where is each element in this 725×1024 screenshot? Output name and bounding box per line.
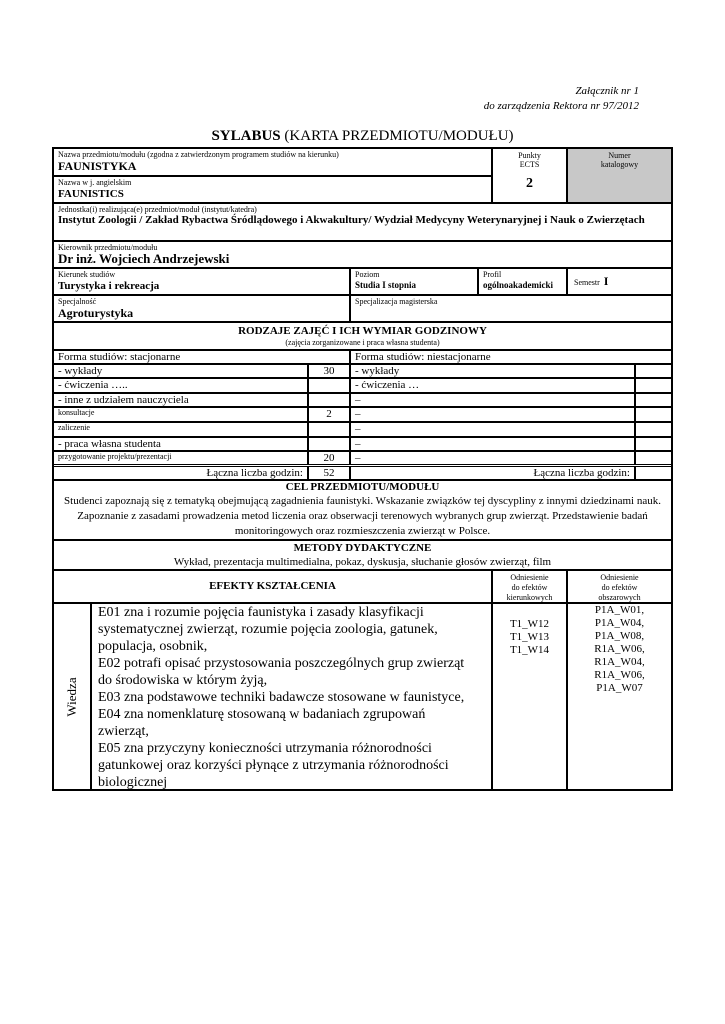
title-bold: SYLABUS bbox=[211, 128, 281, 144]
effects-list-cell bbox=[91, 603, 492, 791]
subject-english-cell bbox=[53, 176, 492, 203]
hours-row-label-stationary: - wykłady bbox=[53, 364, 308, 378]
effect-line: biologicznej bbox=[98, 775, 168, 790]
hours-row-label-stationary: przygotowanie projektu/prezentacji bbox=[53, 451, 308, 465]
head-name: Dr inż. Wojciech Andrzejewski bbox=[58, 251, 230, 266]
goal-text: Studenci zapoznają się z tematyką obejmującą zagadnienia faunistyki. Wskazanie związków tej dyscypliny z innymi dziedzinami nauk. Zapoznanie z zasadami prowadzenia metod liczenia oraz obserwacji terenowych wybranych grup zwierząt. Przedstawienie badań monitoringowych oraz rozmieszczenia zwierząt w Polsce. bbox=[64, 495, 661, 537]
subject-name-label: Nazwa przedmiotu/modułu (zgodna z zatwierdzonym programem studiów na kierunku) bbox=[58, 150, 339, 159]
area-ref: R1A_W06, bbox=[594, 669, 645, 681]
effect-line: systematycznej zwierząt, rozumie pojęcia zoologia, gatunek, bbox=[98, 622, 438, 637]
hours-row-label-stationary: konsultacje bbox=[53, 407, 308, 422]
hours-row-label-stationary: - ćwiczenia ….. bbox=[53, 378, 308, 393]
hours-row-label-nonstationary: - wykłady bbox=[350, 364, 635, 378]
master-cell bbox=[350, 295, 672, 322]
field-value: Turystyka i rekreacja bbox=[58, 280, 160, 292]
ects-label-1: Punkty bbox=[518, 151, 541, 160]
area-cell bbox=[567, 603, 672, 791]
specialty-label: Specjalność bbox=[58, 297, 97, 306]
effect-line: E01 zna i rozumie pojęcia faunistyka i zasady klasyfikacji bbox=[98, 605, 424, 620]
nonstationary-title: Forma studiów: niestacjonarne bbox=[350, 350, 672, 364]
area-ref: P1A_W01, bbox=[594, 604, 645, 616]
catalog-cell bbox=[567, 148, 672, 203]
catalog-label-1: Numer bbox=[608, 151, 631, 160]
total-value-right bbox=[635, 466, 672, 480]
semester-label: Semestr bbox=[574, 278, 600, 287]
hours-row-label-stationary: - praca własna studenta bbox=[53, 437, 308, 451]
area-list bbox=[568, 604, 671, 695]
hours-row-value-stationary: 20 bbox=[308, 451, 350, 465]
methods-cell bbox=[53, 540, 672, 570]
total-value: 52 bbox=[308, 466, 350, 480]
annex-line2: do zarządzenia Rektora nr 97/2012 bbox=[483, 100, 639, 112]
hours-heading-cell bbox=[53, 322, 672, 350]
hours-row-value-nonstationary bbox=[635, 407, 672, 422]
directional-ref: T1_W12 bbox=[509, 618, 550, 630]
hours-row-value-nonstationary bbox=[635, 437, 672, 451]
head-label: Kierownik przedmiotu/modułu bbox=[58, 243, 158, 252]
specialty-value: Agroturystyka bbox=[58, 306, 134, 320]
profile-label: Profil bbox=[483, 270, 502, 279]
hours-row-label-nonstationary: – bbox=[350, 393, 635, 407]
hours-row-value-stationary bbox=[308, 393, 350, 407]
annex-line1: Załącznik nr 1 bbox=[575, 85, 639, 97]
ects-value: 2 bbox=[526, 176, 533, 191]
area-ref: P1A_W07 bbox=[596, 682, 643, 694]
goal-cell bbox=[53, 480, 672, 540]
hours-row-label-nonstationary: – bbox=[350, 407, 635, 422]
effect-line: E04 zna nomenklaturę stosowaną w badaniach zgrupowań bbox=[98, 707, 426, 722]
unit-cell bbox=[53, 203, 672, 241]
effects-list bbox=[98, 604, 485, 791]
goal-heading: CEL PRZEDMIOTU/MODUŁU bbox=[285, 481, 440, 493]
area-ref: R1A_W04, bbox=[594, 656, 645, 668]
unit-name: Instytut Zoologii / Zakład Rybactwa Śródlądowego i Akwakultury/ Wydział Medycyny Weterynaryjnej i Nauk o Zwierzętach bbox=[58, 214, 645, 226]
hours-row-label-stationary: zaliczenie bbox=[53, 422, 308, 437]
effect-line: do środowiska w którym żyją, bbox=[98, 673, 268, 688]
subject-name-cell bbox=[53, 148, 492, 176]
hours-row-value-stationary: 2 bbox=[308, 407, 350, 422]
methods-text: Wykład, prezentacja multimedialna, pokaz, dyskusja, słuchanie głosów zwierząt, film bbox=[173, 556, 552, 568]
directional-header-2: do efektów bbox=[511, 583, 548, 592]
hours-row-value-stationary bbox=[308, 437, 350, 451]
directional-header-1: Odniesienie bbox=[510, 573, 549, 582]
total-label-left: Łączna liczba godzin: bbox=[53, 466, 308, 480]
effect-line: populacja, osobnik, bbox=[98, 639, 208, 654]
directional-cell bbox=[492, 603, 567, 791]
hours-subheading: (zajęcia zorganizowane i praca własna studenta) bbox=[285, 338, 440, 347]
effects-heading-cell bbox=[53, 570, 492, 603]
hours-row-value-stationary: 30 bbox=[308, 364, 350, 378]
category-cell bbox=[53, 603, 91, 791]
directional-header-3: kierunkowych bbox=[506, 593, 553, 602]
semester-cell bbox=[567, 268, 672, 295]
hours-row-value-nonstationary bbox=[635, 364, 672, 378]
field-cell bbox=[53, 268, 350, 295]
hours-row-value-stationary bbox=[308, 422, 350, 437]
hours-row-label-nonstationary: – bbox=[350, 451, 635, 465]
effect-line: gatunkowej oraz korzyści płynące z utrzymania różnorodności bbox=[98, 758, 449, 773]
hours-row-label-stationary: - inne z udziałem nauczyciela bbox=[53, 393, 308, 407]
subject-english: FAUNISTICS bbox=[58, 188, 124, 200]
head-cell bbox=[53, 241, 672, 268]
hours-row-value-nonstationary bbox=[635, 393, 672, 407]
hours-row-label-nonstationary: – bbox=[350, 422, 635, 437]
directional-ref: T1_W14 bbox=[509, 644, 550, 656]
effect-line: zwierząt, bbox=[98, 724, 149, 739]
level-cell bbox=[350, 268, 478, 295]
hours-row-value-nonstationary bbox=[635, 451, 672, 465]
hours-row-label-nonstationary: – bbox=[350, 437, 635, 451]
total-label-right: Łączna liczba godzin: bbox=[350, 466, 635, 480]
profile-value: ogólnoakademicki bbox=[483, 280, 554, 290]
effects-heading: EFEKTY KSZTAŁCENIA bbox=[209, 580, 336, 592]
page-title bbox=[0, 128, 725, 145]
area-ref: P1A_W04, bbox=[594, 617, 645, 629]
category-label: Wiedza bbox=[64, 677, 79, 717]
effect-line: E03 zna podstawowe techniki badawcze stosowane w faunistyce, bbox=[98, 690, 465, 705]
area-header bbox=[567, 570, 672, 603]
methods-heading: METODY DYDAKTYCZNE bbox=[293, 542, 432, 554]
level-value: Studia I stopnia bbox=[355, 280, 417, 290]
hours-row-value-nonstationary bbox=[635, 422, 672, 437]
hours-row-value-stationary bbox=[308, 378, 350, 393]
area-ref: R1A_W06, bbox=[594, 643, 645, 655]
subject-name: FAUNISTYKA bbox=[58, 159, 137, 173]
field-label: Kierunek studiów bbox=[58, 270, 116, 279]
area-header-2: do efektów bbox=[601, 583, 638, 592]
area-ref: P1A_W08, bbox=[594, 630, 645, 642]
level-label: Poziom bbox=[355, 270, 380, 279]
hours-row-label-nonstationary: - ćwiczenia … bbox=[350, 378, 635, 393]
ects-label-2: ECTS bbox=[519, 160, 540, 169]
hours-heading: RODZAJE ZAJĘĆ I ICH WYMIAR GODZINOWY bbox=[238, 325, 487, 337]
annex-note bbox=[484, 84, 639, 114]
effect-line: E05 zna przyczyny konieczności utrzymania różnorodności bbox=[98, 741, 432, 756]
directional-ref: T1_W13 bbox=[509, 631, 550, 643]
ects-cell bbox=[492, 148, 567, 203]
semester-value: I bbox=[603, 274, 609, 288]
catalog-label-2: katalogowy bbox=[600, 160, 639, 169]
subject-english-label: Nazwa w j. angielskim bbox=[58, 178, 132, 187]
area-header-1: Odniesienie bbox=[600, 573, 639, 582]
specialty-cell bbox=[53, 295, 350, 322]
stationary-title: Forma studiów: stacjonarne bbox=[53, 350, 350, 364]
directional-header bbox=[492, 570, 567, 603]
master-label: Specjalizacja magisterska bbox=[355, 297, 438, 306]
title-rest: (KARTA PRZEDMIOTU/MODUŁU) bbox=[280, 128, 514, 144]
area-header-3: obszarowych bbox=[598, 593, 641, 602]
unit-label: Jednostka(i) realizująca(e) przedmiot/moduł (instytut/katedra) bbox=[58, 205, 257, 214]
hours-row-value-nonstationary bbox=[635, 378, 672, 393]
profile-cell bbox=[478, 268, 567, 295]
directional-list bbox=[493, 618, 566, 657]
effect-line: E02 potrafi opisać przystosowania poszczególnych grup zwierząt bbox=[98, 656, 465, 671]
